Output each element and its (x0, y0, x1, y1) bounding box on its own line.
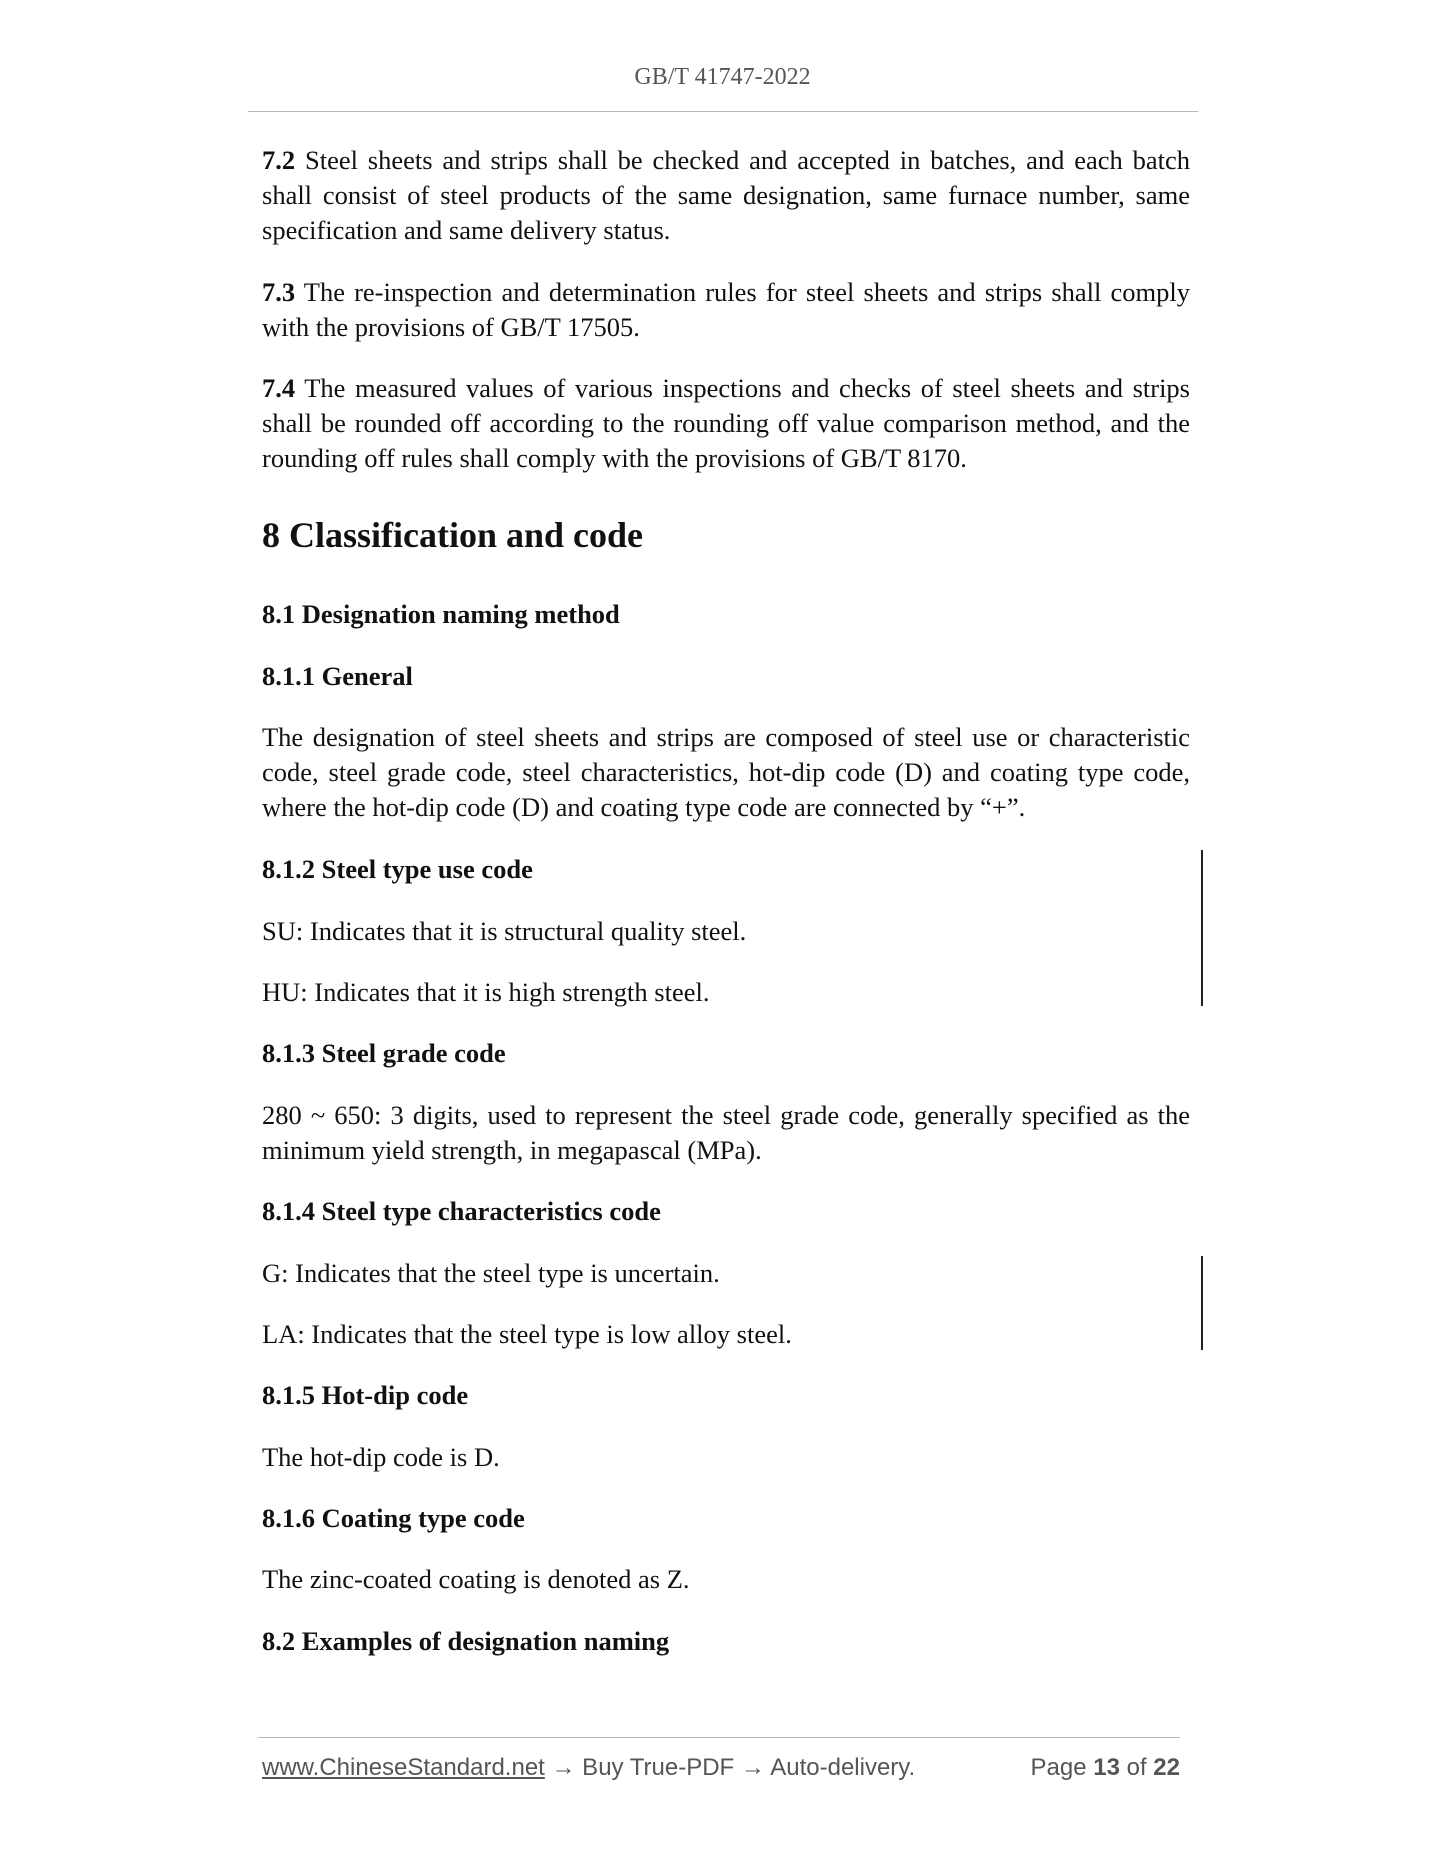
running-header: GB/T 41747-2022 (634, 64, 811, 90)
change-bar (1201, 1256, 1203, 1350)
section-8-1-6-text: The zinc-coated coating is denoted as Z. (262, 1564, 690, 1594)
section-8-1-5-title: 8.1.5 Hot-dip code (262, 1380, 469, 1410)
change-bar (1201, 850, 1203, 1006)
section-8-1-2-line2: HU: Indicates that it is high strength steel. (262, 977, 710, 1007)
clause-text: The measured values of various inspections and checks of steel sheets and strips shall be rounded off according to the rounding off value comparison method, and the rounding off rules shall comply with the provisions of GB/T 8170. (262, 373, 1190, 473)
page-label: Page (1030, 1754, 1087, 1781)
section-8-1-2-line1: SU: Indicates that it is structural quality steel. (262, 916, 747, 946)
section-8-2-title: 8.2 Examples of designation naming (262, 1626, 670, 1656)
buy-text: → Buy True-PDF (544, 1754, 741, 1781)
clause-number: 7.2 (262, 145, 296, 175)
header-divider (248, 111, 1198, 112)
clause-number: 7.3 (262, 277, 296, 307)
clause-7-2 (262, 143, 1190, 248)
clause-text: Steel sheets and strips shall be checked and accepted in batches, and each batch shall consist of steel products of the same designation, same furnace number, same specification and same delivery status. (262, 145, 1190, 245)
section-8-1-title: 8.1 Designation naming method (262, 599, 620, 629)
clause-text: The re-inspection and determination rules for steel sheets and strips shall comply with the provisions of GB/T 17505. (262, 277, 1190, 342)
page-indicator (1031, 1752, 1181, 1784)
footer-divider (258, 1737, 1180, 1738)
section-8-1-1-title: 8.1.1 General (262, 661, 413, 691)
delivery-text: → Auto-delivery. (740, 1754, 916, 1781)
section-8-1-4-line1: G: Indicates that the steel type is uncertain. (262, 1258, 720, 1288)
page-total: 22 (1153, 1754, 1180, 1781)
clause-7-4 (262, 371, 1190, 476)
section-8-1-1-text: The designation of steel sheets and strips are composed of steel use or characteristic code, steel grade code, steel characteristics, hot-dip code (D) and coating type code, where the hot-dip code (D) and coating type code are connected by “+”. (262, 722, 1190, 822)
page-current: 13 (1093, 1754, 1120, 1781)
section-8-1-4-line2: LA: Indicates that the steel type is low alloy steel. (262, 1319, 792, 1349)
section-8-1-4-title: 8.1.4 Steel type characteristics code (262, 1196, 661, 1226)
clause-7-3 (262, 275, 1190, 345)
section-8-1-5-text: The hot-dip code is D. (262, 1442, 500, 1472)
clause-number: 7.4 (262, 373, 296, 403)
section-8-1-3-text: 280 ~ 650: 3 digits, used to represent the steel grade code, generally specified as the minimum yield strength, in megapascal (MPa). (262, 1100, 1190, 1165)
website-link[interactable]: www.ChineseStandard.net (262, 1754, 545, 1781)
section-8-1-6-title: 8.1.6 Coating type code (262, 1503, 525, 1533)
page-footer (262, 1752, 1180, 1784)
of-label: of (1126, 1754, 1147, 1781)
section-8-1-3-title: 8.1.3 Steel grade code (262, 1038, 506, 1068)
section-8-title: 8 Classification and code (262, 515, 644, 555)
section-8-1-2-title: 8.1.2 Steel type use code (262, 854, 533, 884)
